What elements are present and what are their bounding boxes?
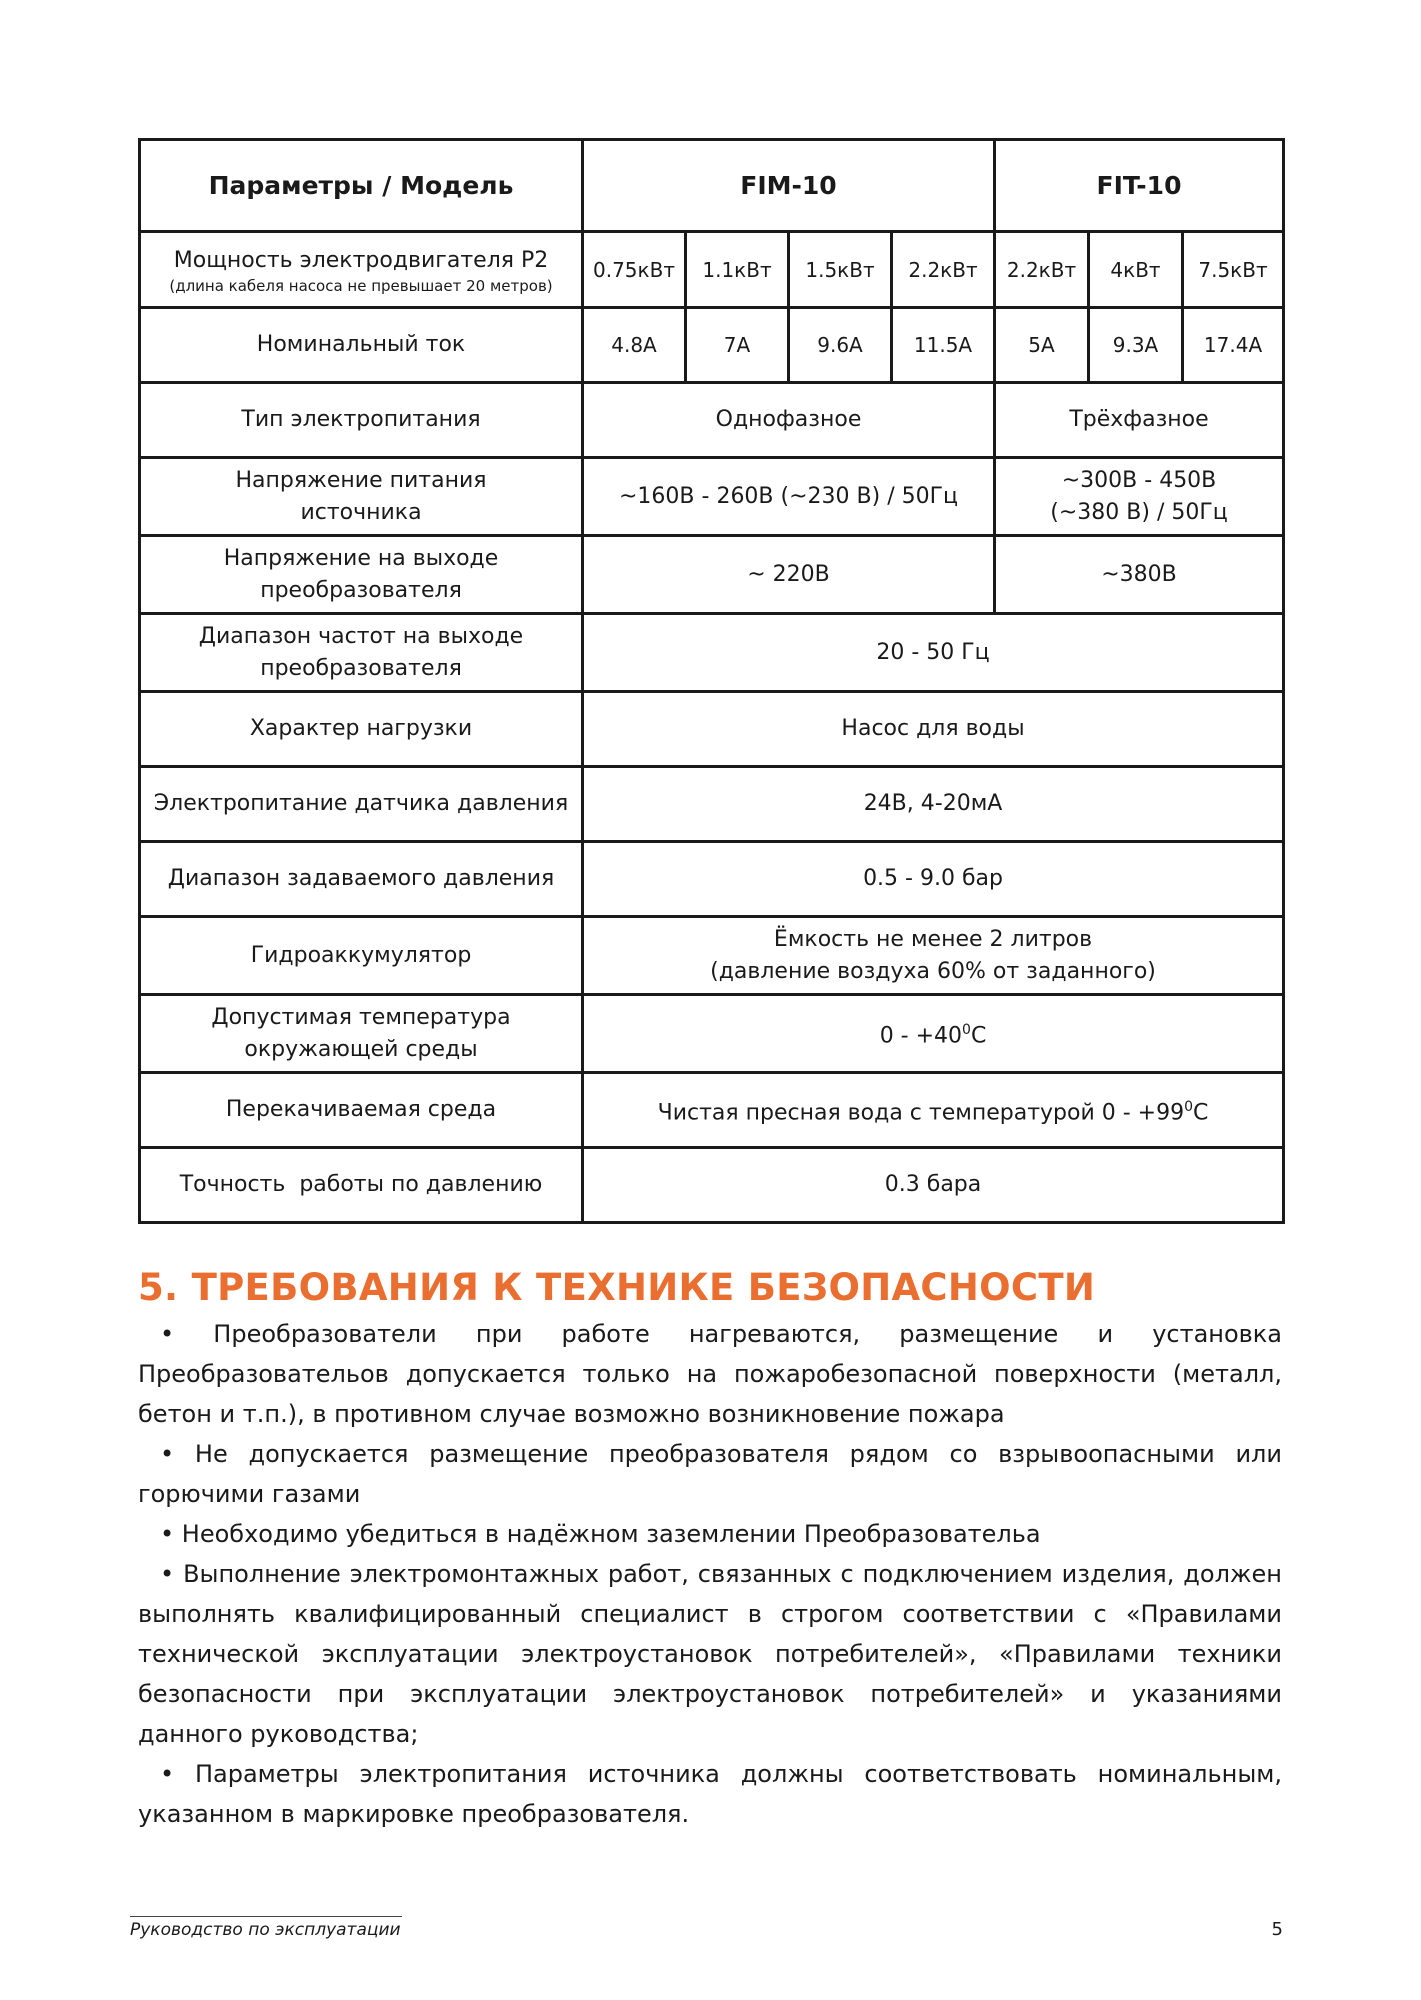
power-value: 4кВт xyxy=(1089,232,1183,308)
supply-voltage-label-line2: источника xyxy=(300,499,422,525)
supply-type-fit: Трёхфазное xyxy=(995,383,1284,458)
ambient-value-cell xyxy=(583,995,1284,1073)
load-value: Насос для воды xyxy=(583,692,1284,767)
table-row-medium xyxy=(140,1073,1284,1148)
output-voltage-label-cell xyxy=(140,536,583,614)
accuracy-value: 0.3 бара xyxy=(583,1148,1284,1223)
supply-type-label: Тип электропитания xyxy=(140,383,583,458)
output-voltage-fim: ~ 220В xyxy=(583,536,995,614)
safety-paragraph: • Не допускается размещение преобразователя рядом со взрывоопасными или горючими газами xyxy=(138,1440,1282,1508)
table-row-frequency xyxy=(140,614,1284,692)
current-value: 9.6А xyxy=(789,308,892,383)
pressure-range-value: 0.5 - 9.0 бар xyxy=(583,842,1284,917)
output-voltage-fit: ~380В xyxy=(995,536,1284,614)
table-row-load xyxy=(140,692,1284,767)
supply-voltage-fim: ~160В - 260В (~230 В) / 50Гц xyxy=(583,458,995,536)
sensor-power-label: Электропитание датчика давления xyxy=(140,767,583,842)
accumulator-label: Гидроаккумулятор xyxy=(140,917,583,995)
table-row-supply-voltage xyxy=(140,458,1284,536)
safety-paragraph: • Необходимо убедиться в надёжном заземлении Преобразовательа xyxy=(160,1520,1041,1548)
supply-voltage-label-line1: Напряжение питания xyxy=(235,467,487,493)
power-value: 2.2кВт xyxy=(995,232,1089,308)
power-note: (длина кабеля насоса не превышает 20 метров) xyxy=(169,276,553,295)
footer-title: Руководство по эксплуатации xyxy=(130,1920,401,1940)
output-voltage-label-line1: Напряжение на выходе xyxy=(223,545,499,571)
load-label: Характер нагрузки xyxy=(140,692,583,767)
power-label-cell xyxy=(140,232,583,308)
accuracy-label: Точность работы по давлению xyxy=(140,1148,583,1223)
safety-section xyxy=(138,1262,1282,1834)
medium-value: Чистая пресная вода с температурой 0 - +99 xyxy=(657,1100,1185,1126)
medium-degree: 0 xyxy=(1184,1098,1194,1115)
accumulator-value-line1: Ёмкость не менее 2 литров xyxy=(773,926,1093,952)
sensor-power-value: 24В, 4-20мА xyxy=(583,767,1284,842)
current-value: 5А xyxy=(995,308,1089,383)
medium-value-cell xyxy=(583,1073,1284,1148)
power-value: 7.5кВт xyxy=(1183,232,1284,308)
current-label: Номинальный ток xyxy=(140,308,583,383)
table-row-power xyxy=(140,232,1284,308)
power-value: 1.5кВт xyxy=(789,232,892,308)
table-row-output-voltage xyxy=(140,536,1284,614)
power-value: 1.1кВт xyxy=(686,232,789,308)
table-row-sensor-power xyxy=(140,767,1284,842)
supply-voltage-fit-cell xyxy=(995,458,1284,536)
pressure-range-label: Диапазон задаваемого давления xyxy=(140,842,583,917)
safety-paragraph: • Выполнение электромонтажных работ, связанных с подключением изделия, должен выполнять квалифицированный специалист в строгом соответствии с «Правилами технической эксплуатации электроустановок потребителей», «Правилами техники безопасности при эксплуатации электроустановок потребителей» и указаниями данного руководства; xyxy=(138,1560,1282,1748)
frequency-value: 20 - 50 Гц xyxy=(583,614,1284,692)
supply-voltage-label-cell xyxy=(140,458,583,536)
table-row-pressure-range xyxy=(140,842,1284,917)
power-value: 0.75кВт xyxy=(583,232,686,308)
supply-type-fim: Однофазное xyxy=(583,383,995,458)
accumulator-value-cell xyxy=(583,917,1284,995)
table-row-supply-type xyxy=(140,383,1284,458)
table-row-ambient xyxy=(140,995,1284,1073)
medium-unit: C xyxy=(1193,1100,1209,1126)
current-value: 11.5А xyxy=(892,308,995,383)
footer-divider xyxy=(130,1916,402,1917)
ambient-unit: C xyxy=(970,1023,987,1049)
table-row-accuracy xyxy=(140,1148,1284,1223)
header-param-cell: Параметры / Модель xyxy=(140,140,583,232)
spec-table xyxy=(138,138,1285,1224)
accumulator-value-line2: (давление воздуха 60% от заданного) xyxy=(710,958,1156,984)
header-fim-cell: FIM-10 xyxy=(583,140,995,232)
ambient-degree: 0 xyxy=(962,1022,971,1039)
power-label: Мощность электродвигателя Р2 xyxy=(173,247,549,273)
power-value: 2.2кВт xyxy=(892,232,995,308)
safety-paragraph: • Преобразователи при работе нагреваются, размещение и установка Преобразовательов допускается только на пожаробезопасной поверхности (металл, бетон и т.п.), в противном случае возможно возникновение пожара xyxy=(138,1320,1282,1428)
table-header-row xyxy=(140,140,1284,232)
current-value: 4.8А xyxy=(583,308,686,383)
frequency-label-line1: Диапазон частот на выходе xyxy=(198,623,524,649)
output-voltage-label-line2: преобразователя xyxy=(260,577,462,603)
current-value: 7А xyxy=(686,308,789,383)
header-fit-cell: FIT-10 xyxy=(995,140,1284,232)
table-row-current xyxy=(140,308,1284,383)
table-row-accumulator xyxy=(140,917,1284,995)
frequency-label-line2: преобразователя xyxy=(260,655,462,681)
frequency-label-cell xyxy=(140,614,583,692)
ambient-label-cell xyxy=(140,995,583,1073)
supply-voltage-fit-line2: (~380 В) / 50Гц xyxy=(1050,499,1228,525)
page-number: 5 xyxy=(1271,1919,1283,1940)
ambient-label-line2: окружающей среды xyxy=(244,1036,478,1062)
supply-voltage-fit-line1: ~300В - 450В xyxy=(1061,467,1217,493)
ambient-value: 0 - +40 xyxy=(879,1023,963,1049)
medium-label: Перекачиваемая среда xyxy=(140,1073,583,1148)
current-value: 9.3А xyxy=(1089,308,1183,383)
safety-paragraph: • Параметры электропитания источника должны соответствовать номинальным, указанном в маркировке преобразователя. xyxy=(138,1760,1282,1828)
section-title: 5. ТРЕБОВАНИЯ К ТЕХНИКЕ БЕЗОПАСНОСТИ xyxy=(138,1266,1096,1309)
ambient-label-line1: Допустимая температура xyxy=(211,1004,511,1030)
current-value: 17.4А xyxy=(1183,308,1284,383)
